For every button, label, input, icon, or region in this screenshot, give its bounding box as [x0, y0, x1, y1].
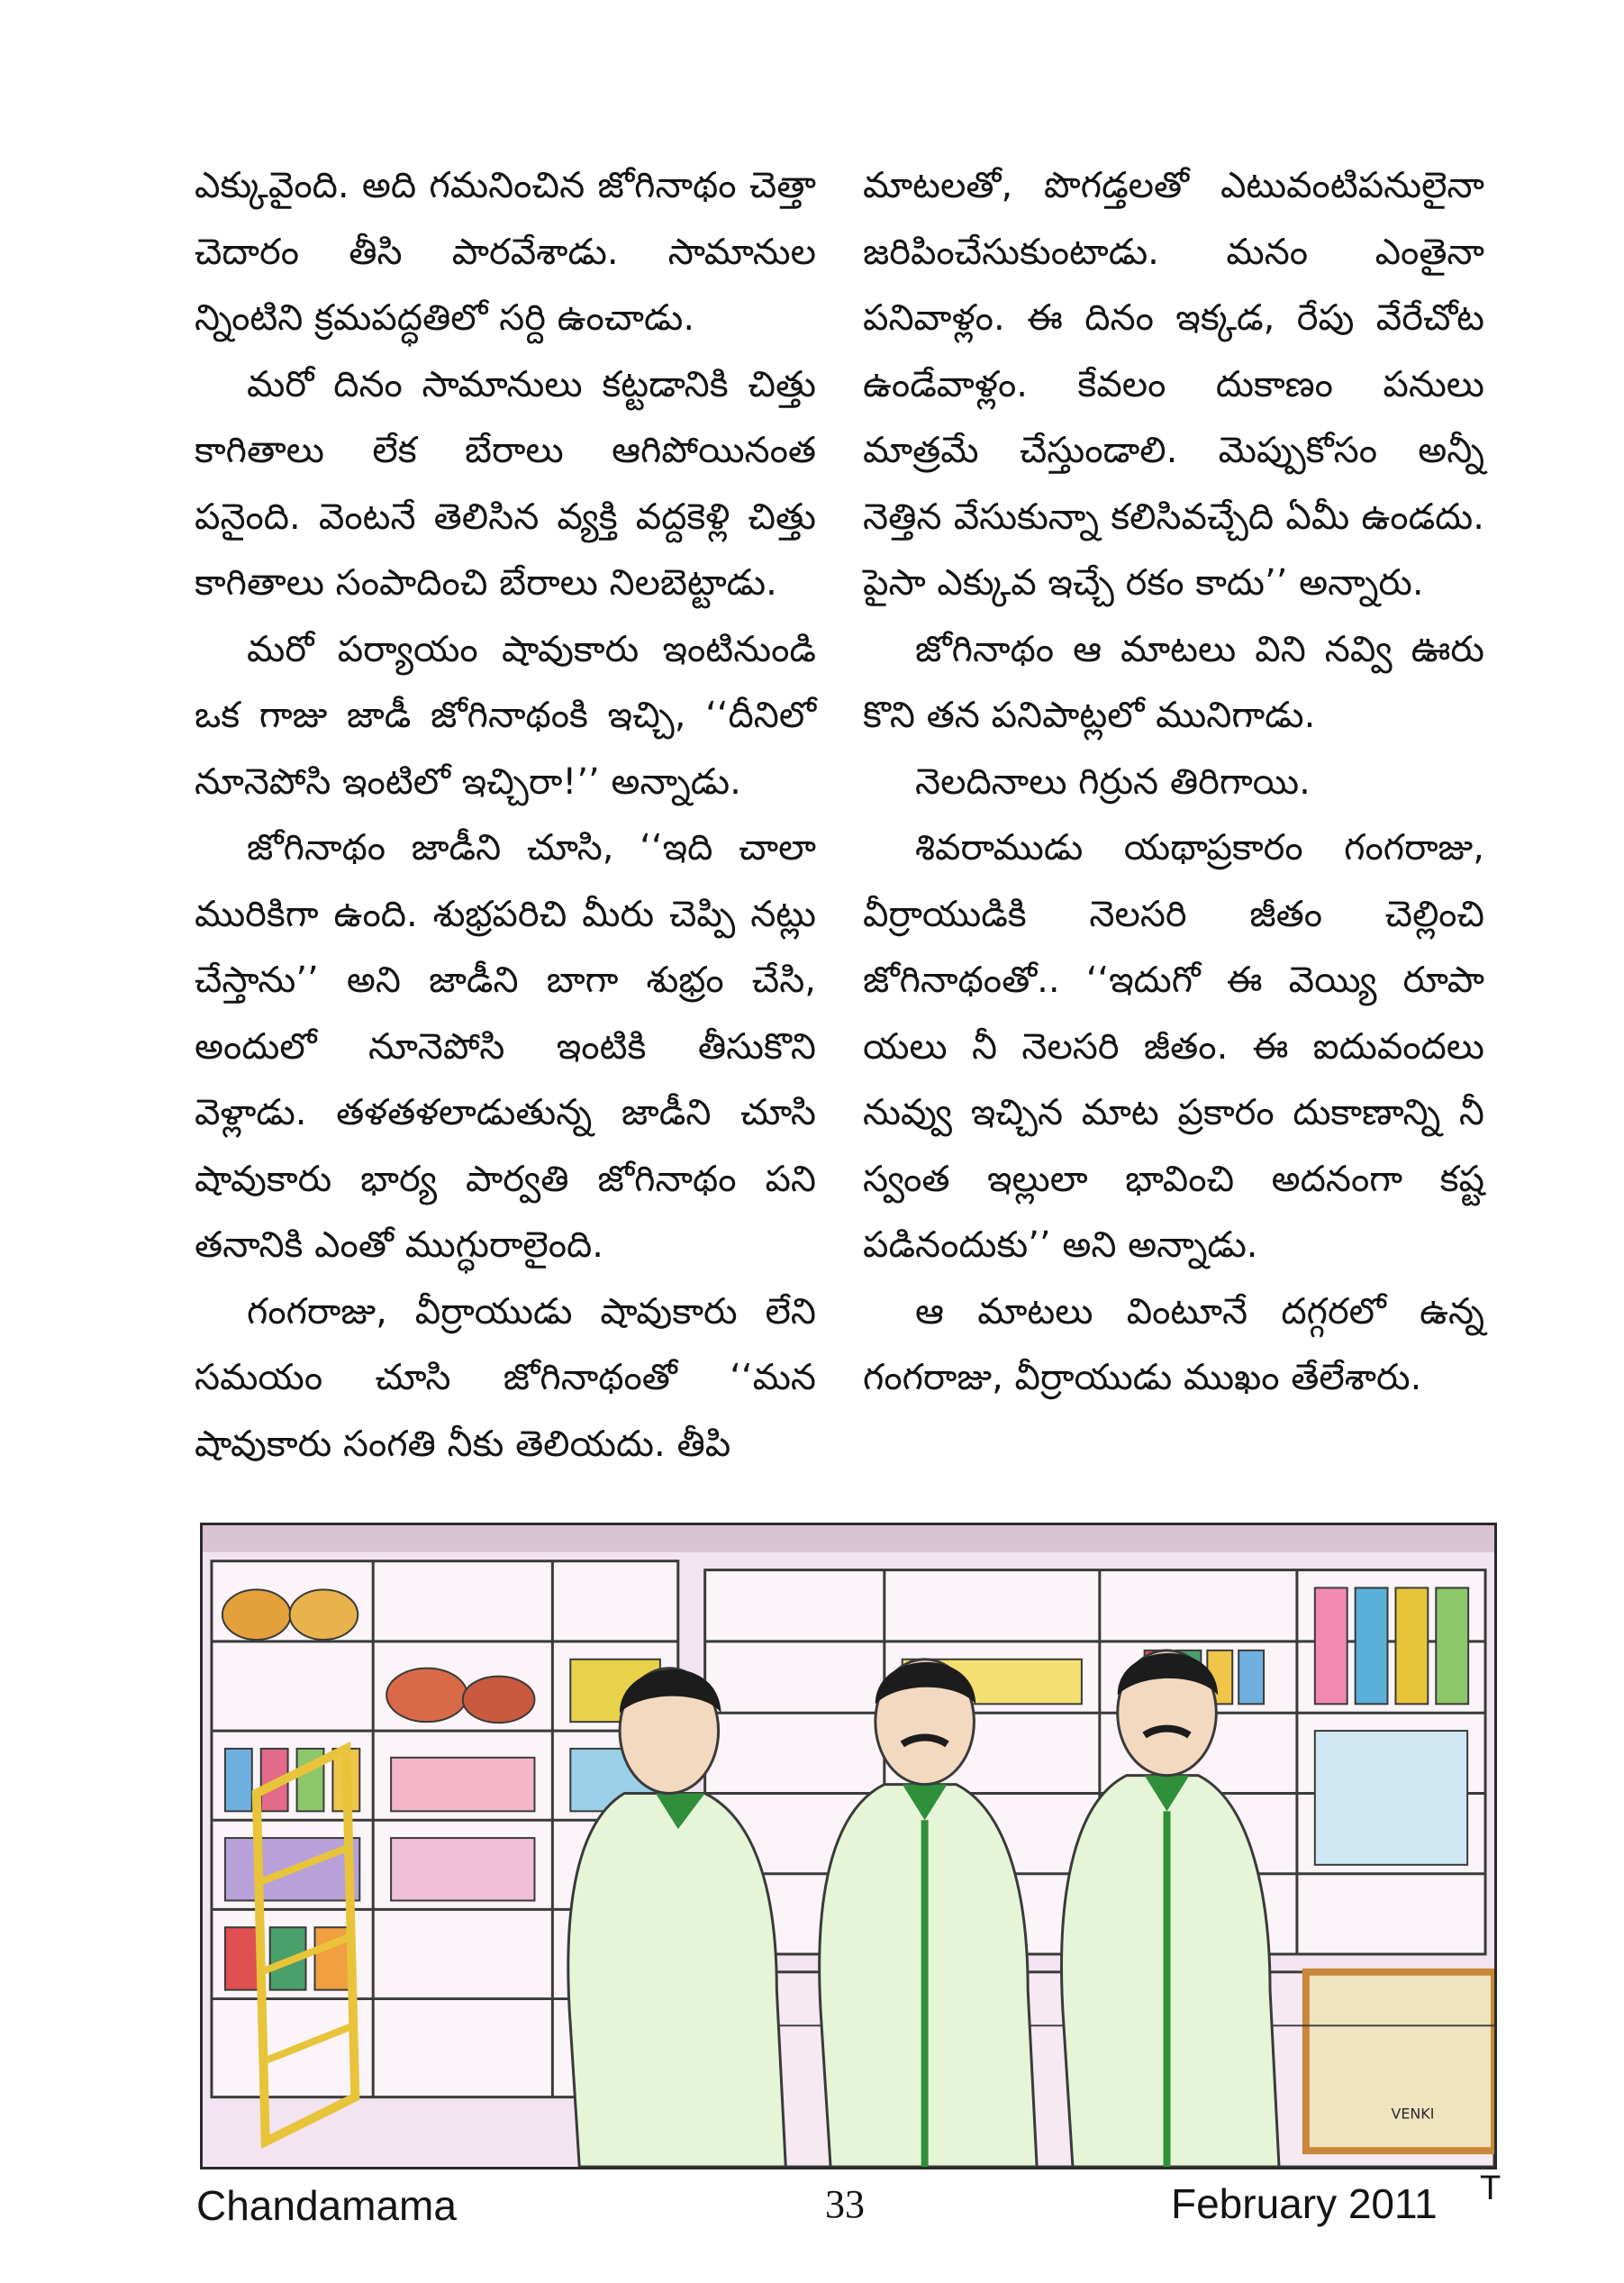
- paragraph: గంగరాజు, వీర్రాయుడు షావుకారు లేని సమయం చూసి జోగినాథంతో ‘‘మన షావుకారు సంగతి నీకు తెలియదు. తీపి: [195, 1290, 816, 1465]
- paragraph: ఎక్కువైంది. అది గమనించిన జోగినాథం చెత్తా చెదారం తీసి పారవేశాడు. సామానుల న్నింటిని క్రమపద్ధతిలో సర్ది ఉంచాడు.: [195, 165, 816, 339]
- ceiling-beam: [203, 1525, 1494, 1552]
- paragraph: జోగినాథం ఆ మాటలు విని నవ్వి ఊరు కొని తన పనిపాట్లలో మునిగాడు.: [863, 628, 1484, 736]
- shop-illustration: [200, 1523, 1497, 2169]
- shop-scene-drawing: [203, 1525, 1494, 2167]
- paragraph: మరో పర్యాయం షావుకారు ఇంటినుండి ఒక గాజు జాడీ జోగినాథంకి ఇచ్చి, ‘‘దీనిలో నూనెపోసి ఇంటిలో ఇచ్చిరా!’’ అన్నాడు.: [195, 628, 816, 803]
- paragraph: మాటలతో, పొగడ్తలతో ఎటువంటిపనులైనా జరిపించేసుకుంటాడు. మనం ఎంతైనా పనివాళ్లం. ఈ దినం ఇక్కడ, రేపు వేరేచోట ఉండేవాళ్లం. కేవలం దుకాణం పనులు మాత్రమే చేస్తుండాలి. మెప్పుకోసం అన్నీ నెత్తిన వేసుకున్నా కలిసివచ్చేది ఏమీ ఉండదు. పైసా ఎక్కువ ఇచ్చే రకం కాదు’’ అన్నారు.: [863, 165, 1484, 604]
- corner-mark: T: [1480, 2169, 1502, 2207]
- issue-date: February 2011: [1171, 2180, 1438, 2227]
- page-number: 33: [825, 2182, 865, 2226]
- magazine-name: Chandamama: [196, 2182, 457, 2229]
- paragraph: నెలదినాలు గిర్రున తిరిగాయి.: [915, 760, 1311, 803]
- artist-signature: VENKI: [1391, 2105, 1435, 2123]
- left-text-column: [195, 153, 816, 1478]
- paragraph: మరో దినం సామానులు కట్టడానికి చిత్తు కాగితాలు లేక బేరాలు ఆగిపోయినంత పనైంది. వెంటనే తెలిసిన వ్యక్తి వద్దకెళ్లి చిత్తు కాగితాలు సంపాదించి బేరాలు నిలబెట్టాడు.: [195, 363, 816, 604]
- paragraph: శివరాముడు యథాప్రకారం గంగరాజు, వీర్రాయుడికి నెలసరి జీతం చెల్లించి జోగినాథంతో.. ‘‘ఇదుగో ఈ వెయ్యి రూపా యలు నీ నెలసరి జీతం. ఈ ఐదువందలు నువ్వు ఇచ్చిన మాట ప్రకారం దుకాణాన్ని నీ స్వంత ఇల్లులా భావించి అదనంగా కష్ట పడినందుకు’’ అని అన్నాడు.: [863, 827, 1484, 1266]
- right-text-column: [863, 153, 1484, 1412]
- paragraph: ఆ మాటలు వింటూనే దగ్గరలో ఉన్న గంగరాజు, వీర్రాయుడు ముఖం తేలేశారు.: [863, 1290, 1484, 1398]
- paragraph: జోగినాథం జాడీని చూసి, ‘‘ఇది చాలా మురికిగా ఉంది. శుభ్రపరిచి మీరు చెప్పి నట్లు చేస్తాను’’ అని జాడీని బాగా శుభ్రం చేసి, అందులో నూనెపోసి ఇంటికి తీసుకొని వెళ్లాడు. తళతళలాడుతున్న జాడీని చూసి షావుకారు భార్య పార్వతి జోగినాథం పని తనానికి ఎంతో ముగ్ధురాలైంది.: [195, 827, 816, 1266]
